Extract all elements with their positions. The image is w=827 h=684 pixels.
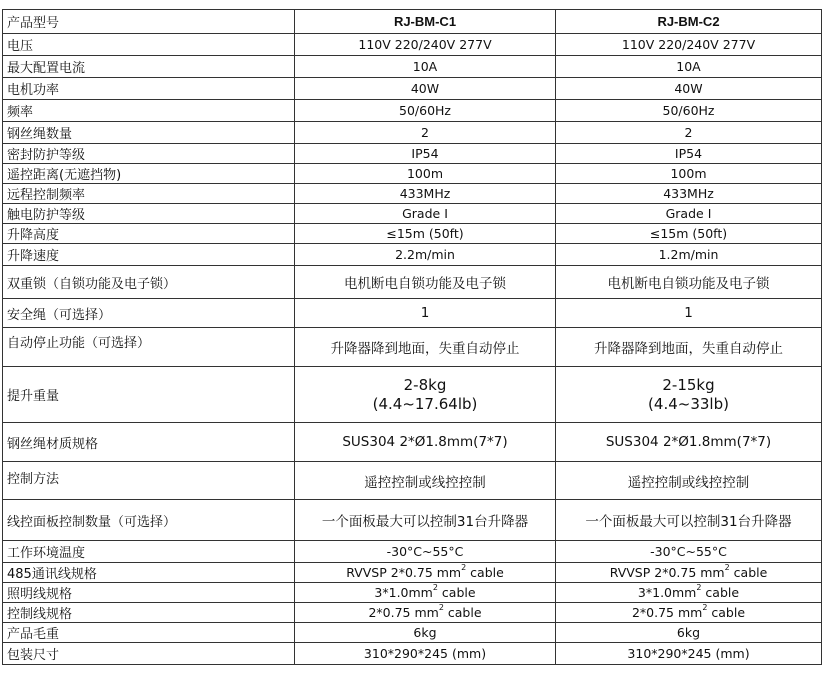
value-c1: 2.2m/min — [295, 244, 556, 266]
table-row — [3, 623, 822, 643]
superscript: 2 — [702, 603, 708, 612]
header-label: 产品型号 — [3, 10, 295, 34]
superscript: 2 — [438, 603, 444, 612]
value-c1: 遥控控制或线控控制 — [295, 462, 556, 500]
table-row — [3, 122, 822, 144]
row-label: 最大配置电流 — [3, 56, 295, 78]
row-label: 远程控制频率 — [3, 184, 295, 204]
value-c2: 遥控控制或线控控制 — [556, 462, 822, 500]
value-c2: 1 — [556, 299, 822, 328]
weight-range: 2-15kg — [662, 375, 715, 394]
table-row — [3, 34, 822, 56]
value-c2: 433MHz — [556, 184, 822, 204]
table-row — [3, 244, 822, 266]
value-c2: 1.2m/min — [556, 244, 822, 266]
cable-spec: RVVSP 2*0.75 mm — [609, 565, 725, 580]
value-c2 — [556, 563, 822, 583]
table-row — [3, 204, 822, 224]
table-row — [3, 144, 822, 164]
value-c2: 110V 220/240V 277V — [556, 34, 822, 56]
table-row — [3, 164, 822, 184]
cable-suffix: cable — [707, 605, 746, 620]
value-c1: 2 — [295, 122, 556, 144]
value-c2: ≤15m (50ft) — [556, 224, 822, 244]
row-label: 485通讯线规格 — [3, 563, 295, 583]
table-row — [3, 563, 822, 583]
row-label: 升降速度 — [3, 244, 295, 266]
table-row — [3, 500, 822, 541]
value-c2: SUS304 2*Ø1.8mm(7*7) — [556, 423, 822, 462]
row-label: 钢丝绳材质规格 — [3, 423, 295, 462]
value-c1: Grade I — [295, 204, 556, 224]
cable-suffix: cable — [437, 585, 476, 600]
table-row — [3, 328, 822, 367]
table-row — [3, 224, 822, 244]
row-label: 双重锁（自锁功能及电子锁） — [3, 266, 295, 299]
table-row — [3, 603, 822, 623]
row-label: 升降高度 — [3, 224, 295, 244]
table-row — [3, 541, 822, 563]
value-c1: 433MHz — [295, 184, 556, 204]
cable-suffix: cable — [701, 585, 740, 600]
row-label: 线控面板控制数量（可选择） — [3, 500, 295, 541]
value-c2: -30°C~55°C — [556, 541, 822, 563]
row-label: 电机功率 — [3, 78, 295, 100]
superscript: 2 — [461, 563, 467, 572]
row-label: 控制方法 — [3, 462, 295, 500]
value-c2: Grade I — [556, 204, 822, 224]
value-c1 — [295, 563, 556, 583]
cable-spec: 3*1.0mm — [374, 585, 433, 600]
value-c2: IP54 — [556, 144, 822, 164]
weight-range-lb: (4.4~33lb) — [648, 394, 729, 413]
value-c1: 110V 220/240V 277V — [295, 34, 556, 56]
value-c2: 电机断电自锁功能及电子锁 — [556, 266, 822, 299]
value-c1: 1 — [295, 299, 556, 328]
cable-suffix: cable — [443, 605, 482, 620]
row-label: 钢丝绳数量 — [3, 122, 295, 144]
value-c1: SUS304 2*Ø1.8mm(7*7) — [295, 423, 556, 462]
table-row — [3, 100, 822, 122]
row-label: 频率 — [3, 100, 295, 122]
cable-spec: 2*0.75 mm — [631, 605, 703, 620]
cable-suffix: cable — [729, 565, 768, 580]
weight-range-lb: (4.4~17.64lb) — [372, 394, 478, 413]
value-c2: 100m — [556, 164, 822, 184]
spec-table — [2, 9, 822, 665]
table-row — [3, 643, 822, 665]
value-c2: 一个面板最大可以控制31台升降器 — [556, 500, 822, 541]
value-c1: ≤15m (50ft) — [295, 224, 556, 244]
value-c1: 100m — [295, 164, 556, 184]
row-label: 自动停止功能（可选择） — [3, 328, 295, 367]
value-c1: 40W — [295, 78, 556, 100]
row-label: 电压 — [3, 34, 295, 56]
row-label: 产品毛重 — [3, 623, 295, 643]
value-c1 — [295, 367, 556, 423]
value-c2: 310*290*245 (mm) — [556, 643, 822, 665]
row-label: 控制线规格 — [3, 603, 295, 623]
cable-spec: RVVSP 2*0.75 mm — [346, 565, 462, 580]
row-label: 提升重量 — [3, 367, 295, 423]
row-label: 安全绳（可选择） — [3, 299, 295, 328]
table-row — [3, 367, 822, 423]
value-c2 — [556, 583, 822, 603]
value-c2 — [556, 603, 822, 623]
header-row — [3, 10, 822, 34]
row-label: 工作环境温度 — [3, 541, 295, 563]
header-model-c1: RJ-BM-C1 — [295, 10, 556, 34]
table-row — [3, 78, 822, 100]
weight-range: 2-8kg — [403, 375, 447, 394]
value-c1 — [295, 583, 556, 603]
value-c1: 10A — [295, 56, 556, 78]
value-c2: 6kg — [556, 623, 822, 643]
cable-spec: 2*0.75 mm — [368, 605, 439, 620]
superscript: 2 — [724, 563, 730, 572]
table-row — [3, 299, 822, 328]
value-c1: 升降器降到地面，失重自动停止 — [295, 328, 556, 367]
value-c1: 电机断电自锁功能及电子锁 — [295, 266, 556, 299]
value-c1: 50/60Hz — [295, 100, 556, 122]
table-row — [3, 583, 822, 603]
value-c2: 升降器降到地面，失重自动停止 — [556, 328, 822, 367]
value-c1: IP54 — [295, 144, 556, 164]
table-row — [3, 266, 822, 299]
value-c2: 10A — [556, 56, 822, 78]
value-c1 — [295, 603, 556, 623]
cable-suffix: cable — [466, 565, 504, 580]
value-c2: 40W — [556, 78, 822, 100]
value-c1: 6kg — [295, 623, 556, 643]
value-c2: 50/60Hz — [556, 100, 822, 122]
row-label: 照明线规格 — [3, 583, 295, 603]
row-label: 触电防护等级 — [3, 204, 295, 224]
table-row — [3, 462, 822, 500]
row-label: 密封防护等级 — [3, 144, 295, 164]
row-label: 遥控距离(无遮挡物) — [3, 164, 295, 184]
table-row — [3, 56, 822, 78]
cable-spec: 3*1.0mm — [637, 585, 697, 600]
table-row — [3, 184, 822, 204]
value-c2: 2 — [556, 122, 822, 144]
value-c1: 一个面板最大可以控制31台升降器 — [295, 500, 556, 541]
header-model-c2: RJ-BM-C2 — [556, 10, 822, 34]
value-c1: 310*290*245 (mm) — [295, 643, 556, 665]
row-label: 包装尺寸 — [3, 643, 295, 665]
value-c2 — [556, 367, 822, 423]
superscript: 2 — [432, 583, 438, 592]
value-c1: -30°C~55°C — [295, 541, 556, 563]
table-row — [3, 423, 822, 462]
superscript: 2 — [696, 583, 702, 592]
